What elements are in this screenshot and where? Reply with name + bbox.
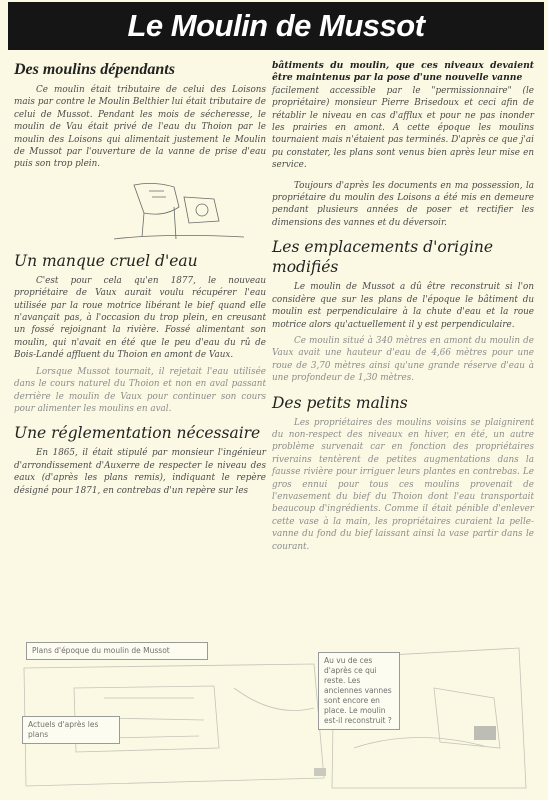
heading-emplacements: Les emplacements d'origine modifiés: [272, 238, 494, 277]
title-banner: [8, 2, 544, 50]
paragraph-emplacements-2: Ce moulin situé à 340 mètres en amont du moulin de Vaux avait une hauteur d'eau de 4,66 mètres pour une roue de 3,70 mètres ainsi qu'une grande réserve d'eau à une profondeur de 1,30 mètres.: [272, 335, 534, 384]
caption-actuels-text: Actuels d'après les plans: [28, 720, 99, 739]
paragraph-petits-malins: Les propriétaires des moulins voisins se plaignirent du non-respect des niveaux en hiver, en été, un autre problème survenait car en fonction des propriétaires riverains tentèrent de petites augmentations dans la fausse rivière pour irriguer leurs plantes en contrebas. Le gros ennui pour tous ces moulins provenait de l'envasement du bief du Thoion dont l'eau transportait beaucoup d'ingrédients. Comme il était pénible d'enlever cette vase à la main, les propriétaires curaient la pelle-vanne du fond du bief laissant ainsi la vase partir dans le courant.: [272, 417, 534, 552]
mill-sketch: [14, 177, 266, 247]
paragraph-continuation: facilement accessible par le "permissionnaire" (le propriétaire) monsieur Pierre Brisedoux et ceci afin de rétablir le niveau en cas d'afflux et pour ne pas inonder les prairies en amont. A cette époque les moulins tournaient mais n'étaient pas terminés. D'après ce que j'ai pu constater, les plans sont venus bien après leur mise en service.: [272, 85, 534, 171]
paragraph-continuation-lead: bâtiments du moulin, que ces niveaux devaient être maintenus par la pose d'une nouvelle vanne: [272, 60, 534, 84]
heading-petits-malins: Des petits malins: [272, 393, 408, 412]
caption-right-box-text: Au vu de ces d'après ce qui reste. Les anciennes vannes sont encore en place. Le moulin est-il reconstruit ?: [324, 656, 392, 725]
caption-plans-epoque-text: Plans d'époque du moulin de Mussot: [32, 646, 170, 655]
paragraph-documents: Toujours d'après les documents en ma possession, la propriétaire du moulin des Loisons a été mis en demeure pendant plusieurs années de poser et rectifier les dimensions des vannes et du déversoir.: [272, 180, 534, 228]
caption-right-box: [318, 652, 400, 730]
paragraph-manque-eau-1: C'est pour cela qu'en 1877, le nouveau propriétaire de Vaux aurait voulu récupérer l'eau utilisée par la roue motrice libérant le bief quand elle n'avançait pas, à l'occasion du trop plein, en creusant un fossé rejoignant la rivière. Fossé alimentant son moulin, qui n'avait en été que le peu d'eau du rû de Bois-Landé affluent du Thoion en amont de Vaux.: [14, 275, 266, 361]
paragraph-moulins-dependants: Ce moulin était tributaire de celui des Loisons mais par contre le Moulin Belthier lui était tributaire de celui de Mussot. Pendant les mois de sécheresse, le moulin de Vau était privé de l'eau du Thoion par le moulin des Loisons qui alimentait justement le Moulin de Mussot par l'ouverture de la vanne de prise d'eau puis son trop plein.: [14, 85, 266, 170]
page-title: Le Moulin de Mussot: [127, 8, 425, 43]
caption-actuels: [22, 716, 120, 744]
paragraph-reglementation: En 1865, il était stipulé par monsieur l'ingénieur d'arrondissement d'Auxerre de respecter le niveau des eaux (d'après les plans remis), indiquant le repère désigné pour 1871, en contrebas d'un repère sur les: [14, 448, 266, 496]
heading-reglementation: Une réglementation nécessaire: [14, 424, 261, 443]
mill-sketch-drawing: [14, 177, 266, 247]
caption-plans-epoque: [26, 642, 208, 660]
paragraph-manque-eau-2: Lorsque Mussot tournait, il rejetait l'eau utilisée dans le cours naturel du Thoion et non en aval passant derrière le moulin de Vaux pour continuer son cours pour alimenter les moulins en aval.: [14, 366, 266, 414]
right-column: [272, 60, 534, 553]
heading-moulins-dependants: Des moulins dépendants: [14, 61, 175, 78]
paragraph-emplacements-1: Le moulin de Mussot a dû être reconstruit si l'on considère que sur les plans de l'époque le bâtiment du moulin est perpendiculaire à la chute d'eau et la roue motrice alors qu'actuellement il y est perpendiculaire.: [272, 282, 534, 330]
left-column: [14, 60, 266, 497]
heading-manque-eau: Un manque cruel d'eau: [14, 251, 198, 270]
